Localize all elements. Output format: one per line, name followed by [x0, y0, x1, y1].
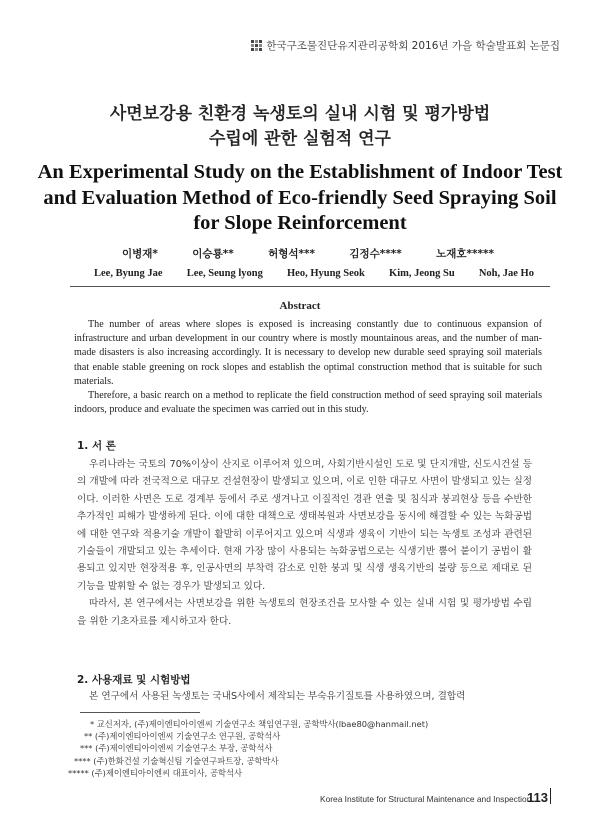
author-ko: 이승룡** [192, 248, 234, 260]
footnote-divider [80, 712, 200, 713]
footnote: ** (주)제이엔티아이엔씨 기술연구소 연구원, 공학석사 [84, 731, 281, 742]
korean-title-line-2: 수립에 관한 실험적 연구 [209, 129, 391, 149]
korean-author-names [94, 246, 534, 261]
author-en: Kim, Jeong Su [389, 268, 455, 279]
body-paragraph: 우리나라는 국토의 70%이상이 산지로 이루어져 있으며, 사회기반시설인 도로 및 단지개발, 신도시건설 등의 개발에 따라 전국적으로 대규모 건설현장이 발생되고 있으며, 이로 인한 대규모 사면이 발생되고 있는 실정이다. 이러한 사면은 도로 경계부 등에서 주로 생겨나고 이질적인 경관 연출 및 침식과 붕괴현상 등을 수반한 추가적인 피해가 발생하게 된다. 이에 대한 대책으로 생태복원과 사면보강을 동시에 해결할 수 있는 녹화공법에 대한 연구와 적용기술 개발이 활발히 이루어지고 있으며 식생과 생육이 기반이 되는 녹생토 조성과 관련된 기술들이 개발되고 있는 추세이다. 현재 가장 많이 사용되는 녹화공법으로는 식생기반 뿜어 붙이기 공법이 활용되고 있지만 현장적용 후, 인공사면의 부착력 감소로 인한 붕괴 및 식생 생육기반의 불량 등으로 제대로 된 기능을 발휘할 수 없는 경우가 발생되고 있다. [77, 459, 532, 592]
abstract-divider [70, 286, 550, 287]
footnote: **** (주)한화건설 기술혁신팀 기술연구파트장, 공학박사 [74, 755, 279, 766]
page-number-bar [550, 788, 551, 804]
english-author-names [94, 268, 534, 279]
footnote: * 교신저자, (주)제이엔티아이엔씨 기술연구소 책임연구원, 공학박사(lbae80@hanmail.net) [90, 719, 429, 729]
author-en: Noh, Jae Ho [478, 268, 534, 279]
running-title: 한국구조물진단유지관리공학회 2016년 가을 학술발표회 논문집 [266, 40, 560, 52]
author-ko: 노재호***** [436, 248, 494, 260]
korean-title [0, 102, 600, 152]
footer-institute: Korea Institute for Structural Maintenance and Inspection [320, 794, 532, 804]
author-list [94, 246, 534, 279]
abstract-paragraph: Therefore, a basic rearch on a method to replicate the field construction method of seed spraying soil materials indoors, produce and evaluate the specimen was carried out in this study. [74, 390, 542, 416]
footnotes [68, 718, 468, 779]
english-title-line-3: for Slope Reinforcement [193, 212, 407, 234]
footnote: ***** (주)제이엔티아이엔씨 대표이사, 공학석사 [68, 767, 243, 778]
author-en: Lee, Seung lyong [186, 268, 263, 279]
author-ko: 이병재* [122, 248, 158, 260]
english-title [0, 160, 600, 237]
author-en: Heo, Hyung Seok [287, 268, 365, 279]
section-1-body [77, 456, 532, 630]
korean-title-line-1: 사면보강용 친환경 녹생토의 실내 시험 및 평가방법 [109, 104, 491, 124]
body-paragraph: 본 연구에서 사용된 녹생토는 국내S사에서 제작되는 부숙유기질토를 사용하였으며, 결합력 [89, 691, 466, 702]
author-ko: 김정수**** [349, 248, 402, 260]
english-title-line-1: An Experimental Study on the Establishment of Indoor Test [37, 161, 563, 183]
section-2-heading: 2. 사용재료 및 시험방법 [77, 674, 191, 686]
section-2-body [77, 688, 532, 705]
abstract-body [74, 318, 542, 417]
running-header [251, 38, 560, 53]
page-number: 113 [527, 790, 548, 805]
section-1-heading: 1. 서 론 [77, 440, 116, 452]
abstract-heading: Abstract [279, 300, 321, 312]
author-en: Lee, Byung Jae [94, 268, 163, 279]
footnote: *** (주)제이엔티아이엔씨 기술연구소 부장, 공학석사 [80, 743, 273, 754]
body-paragraph: 따라서, 본 연구에서는 사면보강을 위한 녹생토의 현장조건을 모사할 수 있는 실내 시험 및 평가방법 수립을 위한 기초자료를 제시하고자 한다. [77, 598, 532, 627]
author-ko: 허형석*** [268, 248, 315, 260]
abstract-paragraph: The number of areas where slopes is exposed is increasing constantly due to continuous expansion of infrastructure and urban development in our country where is mostly mountainous areas, and the number of man-made disasters is also increasing accordingly. It is necessary to develop new durable seed spraying soil materials that enable stable greening on rock slopes and establish the optimal construction method that is suitable for such materials. [74, 319, 542, 387]
society-logo-icon [251, 40, 262, 51]
english-title-line-2: and Evaluation Method of Eco-friendly Seed Spraying Soil [43, 186, 557, 209]
